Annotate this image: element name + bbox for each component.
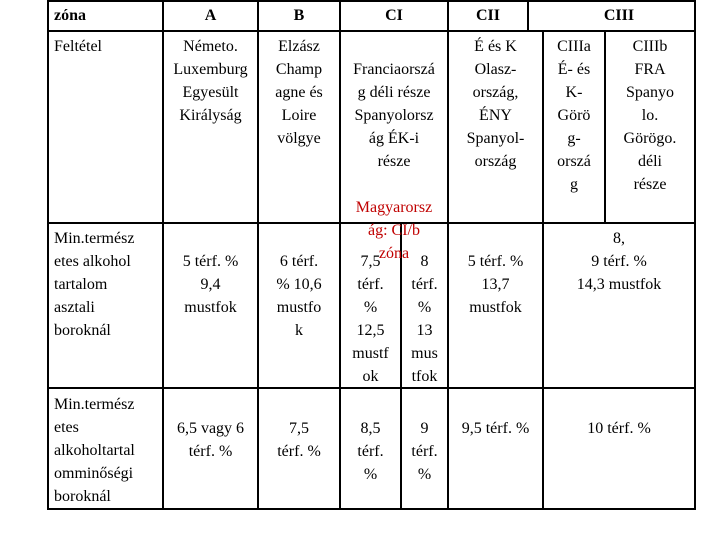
col-divider-cii: [527, 0, 529, 30]
table-border-top: [47, 0, 696, 2]
minosegi-ciii: 10 térf. %: [587, 420, 651, 437]
feltetel-a: Németo. Luxemburg Egyesült Királyság: [173, 38, 248, 124]
feltetel-ci-regions: Franciaorszá g déli része Spanyolorsz ág ÉK-i része: [353, 61, 435, 170]
feltetel-ci-hungary-note: Magyarorsz ág: CI/b zóna: [355, 199, 433, 262]
asztali-cii: 5 térf. % 13,7 mustfok: [467, 253, 524, 316]
row-label-minosegi: Min.termész etes alkoholtartal omminőségi boroknál: [54, 396, 135, 505]
feltetel-cii: É és K Olasz- ország, ÉNY Spanyol- ország: [466, 38, 525, 170]
header-ciii: CIII: [603, 7, 635, 24]
table-border-left: [47, 0, 49, 510]
header-a: A: [204, 7, 217, 24]
row-label-asztali: Min.termész etes alkohol tartalom asztali boroknál: [54, 230, 135, 339]
feltetel-ciiia: CIIIa É- és K- Görö g- orszá g: [557, 38, 591, 193]
asztali-ci-a: 7,5 térf. % 12,5 mustf ok: [352, 253, 389, 385]
header-zone: zóna: [54, 7, 86, 24]
asztali-ci-b: 8 térf. % 13 mus tfok: [411, 253, 438, 385]
row-divider-header: [47, 30, 696, 32]
header-b: B: [293, 7, 305, 24]
feltetel-ciiib: CIIIb FRA Spanyo lo. Görögo. déli része: [623, 38, 677, 193]
minosegi-ci-b: 9 térf. %: [411, 420, 438, 483]
table-border-right: [694, 0, 696, 510]
header-ci: CI: [385, 7, 403, 24]
table-border-bottom: [47, 508, 696, 510]
wine-zone-table: [47, 0, 696, 510]
minosegi-ci-a: 8,5 térf. %: [357, 420, 384, 483]
minosegi-a: 6,5 vagy 6 térf. %: [176, 420, 245, 460]
asztali-ciii: 8, 9 térf. % 14,3 mustfok: [576, 230, 662, 293]
asztali-b: 6 térf. % 10,6 mustfo k: [276, 253, 322, 339]
feltetel-b: Elzász Champ agne és Loire völgye: [275, 38, 323, 147]
header-cii: CII: [475, 7, 500, 24]
row-label-feltetel: Feltétel: [54, 38, 102, 55]
asztali-a: 5 térf. % 9,4 mustfok: [182, 253, 239, 316]
minosegi-cii: 9,5 térf. %: [461, 420, 530, 437]
minosegi-b: 7,5 térf. %: [277, 420, 321, 460]
